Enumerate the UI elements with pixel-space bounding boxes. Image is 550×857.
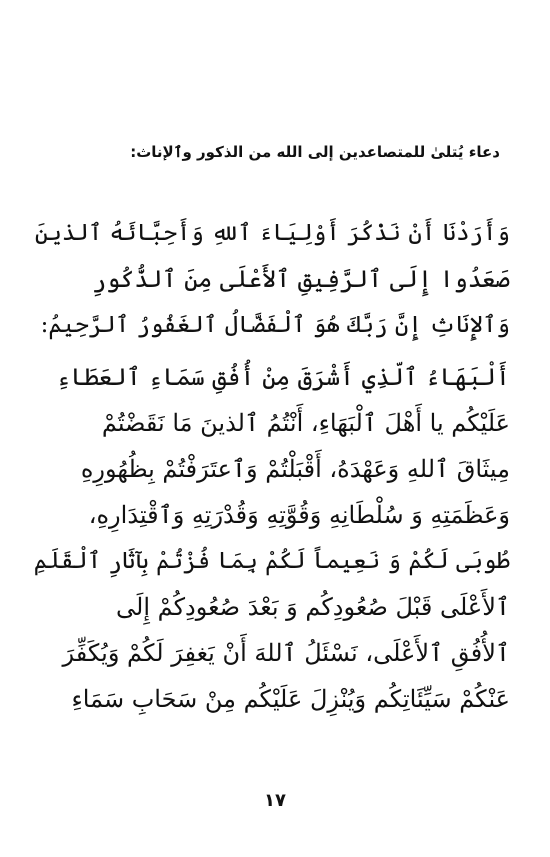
text-line: ٱلأُفُقِ ٱلأَعْلَى، نَسْئَلُ ٱللهَ أَنْ يَغفِرَ لَكُمْ وَيُكَفِّرَ xyxy=(62,639,510,667)
text-line: عَلَيْكُم يا أَهْلَ ٱلْبَهَاءِ، أَنْتُمُ ٱلذينَ مَا نَقَضْتُمْ xyxy=(101,409,510,437)
text-line: عَنْكُمْ سَيِّئَاتِكُم وَيُنْزِلَ عَلَيْكُم مِنْ سَحَابِ سَمَاءِ xyxy=(71,685,510,713)
prayer-heading: دعاء يُتلىٰ للمتصاعدين إلى الله من الذكور وٱلإناث: xyxy=(130,143,500,161)
text-line: ٱلأَعْلَى قَبْلَ صُعُودِكُم وَ بَعْدَ صُعُودِكُمْ إِلَى xyxy=(116,593,510,621)
text-line: وَأَرَدْنَا أَنْ نَذْكُرَ أَوْلِيَاءَ ٱللهِ وَأَحِبَّائَهُ ٱلذينَ xyxy=(34,220,510,246)
page-number: ١٧ xyxy=(264,790,286,811)
text-line: وَعَظَمَتِهِ وَ سُلْطَانِهِ وَقُوَّتِهِ وَقُدْرَتِهِ وَٱقْتِدَارِهِ، xyxy=(88,501,510,529)
text-line: وَٱلإِنَاثِ إِنَّ رَبَّكَ هُوَ ٱلْفَضَّالُ ٱلغَفُورُ ٱلرَّحِيمُ: xyxy=(40,312,510,338)
paragraph-intro xyxy=(32,210,510,348)
text-line: طُوبَى لَكُمْ وَ نَعِيماً لَكُمْ بِمَا فُزْتُمْ بِآثَارِ ٱلْقَلَمِ xyxy=(33,548,510,574)
text-line: مِيثَاقَ ٱللهِ وَعَهْدَهُ، أَقْبَلْتُمْ وَٱعتَرَفْتُمْ بِظُهُورِهِ xyxy=(80,455,510,483)
text-line: أَلْبَهَاءُ ٱلّذِي أَشْرَقَ مِنْ أُفُقِ سَمَاءِ ٱلعَطَاءِ xyxy=(56,363,510,391)
paragraph-prayer xyxy=(32,354,510,722)
text-line: صَعَدُوا إِلَى ٱلرَّفِيقِ ٱلأَعْلَى مِنَ ٱلذُّكُورِ xyxy=(92,265,510,293)
